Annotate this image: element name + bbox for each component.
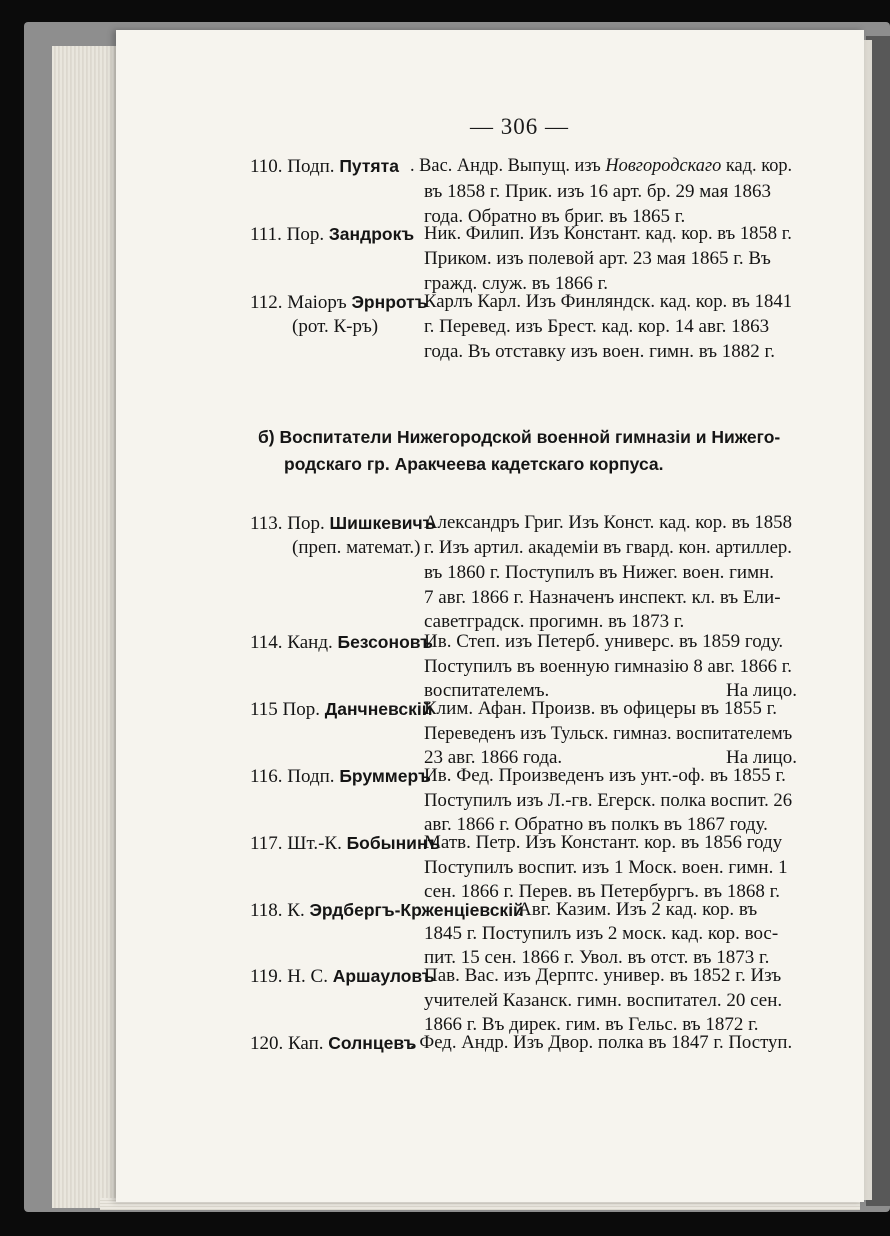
entry-text: въ 1858 г. Прик. изъ 16 арт. бр. 29 мая 1863 [424,181,772,202]
entry-number: 112. [250,292,283,313]
entry-text: въ 1860 г. Поступилъ въ Нижег. воен. гимн. [424,562,775,583]
entry-surname: Солнцевъ [328,1033,417,1053]
section-heading [258,424,798,478]
entry-text: кад. кор. [721,155,793,176]
entry-number: 110. [250,156,283,177]
status-note: На лицо. [726,747,797,768]
entry-rank: Шт.-К. [287,833,342,854]
entry-text: авг. 1866 г. Обратно въ полкъ въ 1867 году. [424,814,768,835]
entry-text: 23 авг. 1866 года. [424,747,563,768]
entry-text: 1845 г. Поступилъ изъ 2 моск. кад. кор. вос- [424,923,779,944]
entry-surname: Шишкевичъ [329,513,436,533]
entry-text: гражд. служ. въ 1866 г. [424,273,609,294]
entry-surname: Путята [339,156,399,176]
entry-number: 118. [250,900,283,921]
entry-text: Поступилъ въ военную гимназію 8 авг. 1866 г. [424,656,792,677]
entry-surname: Данчневскій [324,699,433,719]
entry-text: Ник. Филип. Изъ Констант. кад. кор. въ 1858 г. [424,223,792,244]
entry-surname: Аршауловъ [332,966,435,986]
entry-text: пит. 15 сен. 1866 г. Увол. въ отст. въ 1873 г. [424,947,770,968]
entry-text: Поступилъ воспит. изъ 1 Моск. воен. гимн. 1 [424,857,788,878]
entry-number: 111. [250,224,282,245]
section-heading-line: б) Воспитатели Нижегородской военной гимназіи и Нижего- [258,427,781,447]
entry-text: Пав. Вас. изъ Дерптс. универ. въ 1852 г. Изъ [424,965,782,986]
entry-text: Александръ Григ. Изъ Конст. кад. кор. въ 1858 [424,512,792,533]
entry-text: года. Обратно въ бриг. въ 1865 г. [424,206,686,227]
entry-surname: Эрнротъ [351,292,428,312]
entry-rank: Подп. [287,156,335,177]
section-heading-line: родскаго гр. Аракчеева кадетскаго корпуса. [284,454,664,474]
entry-rank: К. [287,900,305,921]
entry-text: сен. 1866 г. Перев. въ Петербургъ. въ 1868 г. [424,881,780,902]
entry-rank: Подп. [287,766,335,787]
entry-text-italic: Новгородскаго [605,155,722,176]
entry-number: 119. [250,966,283,987]
entry-rank: Пор. [287,513,325,534]
status-note: На лицо. [726,680,797,701]
entry-text: Карлъ Карл. Изъ Финляндск. кад. кор. въ 1841 [424,291,793,312]
entry-rank: Пор. [286,224,325,245]
entry-text: воспитателемъ. [424,680,550,701]
page-edge-stack [52,46,122,1208]
entry-text: . Фед. Андр. Изъ Двор. полка въ 1847 г. Поступ. [410,1032,793,1053]
entry-text: Клим. Афан. Произв. въ офицеры въ 1855 г. [424,698,778,719]
entry-surname: Эрдбергъ-Крженціевскій [309,900,524,920]
entry-number: 116. [250,766,283,787]
entry-surname: Зандрокъ [328,224,415,244]
entry-number: 120. [250,1033,284,1054]
entry-surname: Безсоновъ [337,632,433,652]
entry-text: г. Перевед. изъ Брест. кад. кор. 14 авг. 1863 [424,316,770,337]
entry-surname: Бруммеръ [339,766,431,786]
entry-surname: Бобынинъ [346,833,441,853]
entry-text: Ив. Степ. изъ Петерб. универс. въ 1859 году. [424,631,784,652]
entry-role: (преп. математ.) [292,537,421,558]
entry-number: 113. [250,513,283,534]
entry-text: Матв. Петр. Изъ Констант. кор. въ 1856 году [424,832,783,853]
entry-role: (рот. К-ръ) [292,316,379,337]
entry-number: 115 [250,699,278,720]
entry-rank: Пор. [282,699,321,720]
entry-rank: Н. С. [287,966,328,987]
entry-text: Авг. Казим. Изъ 2 кад. кор. въ [518,899,758,920]
entry-rank: Канд. [287,632,333,653]
entry-text: года. Въ отставку изъ воен. гимн. въ 1882 г. [424,341,775,362]
entry-text: саветградск. прогимн. въ 1873 г. [424,611,685,632]
page-number: — 306 — [470,114,569,139]
entry-text: 7 авг. 1866 г. Назначенъ инспект. кл. въ Ели- [424,587,781,608]
entry-rank: Кап. [288,1033,324,1054]
entry-text: учителей Казанск. гимн. воспитател. 20 сен. [424,990,783,1011]
entry-text: . Вас. Андр. Выпущ. изъ [410,155,606,176]
entry-number: 117. [250,833,283,854]
entry-text: Переведенъ изъ Тульск. гимназ. воспитателемъ [424,723,793,744]
entry-rank: Маіоръ [287,292,347,313]
entry-text: Приком. изъ полевой арт. 23 мая 1865 г. Въ [424,248,771,269]
entry-text: 1866 г. Въ дирек. гим. въ Гельс. въ 1872 г. [424,1014,759,1035]
entry-number: 114. [250,632,283,653]
entry-text: Поступилъ изъ Л.-гв. Егерск. полка воспит. 26 [424,790,793,811]
entry-text: г. Изъ артил. академіи въ гвард. кон. артиллер. [424,537,792,558]
entry-text: Ив. Фед. Произведенъ изъ унт.-оф. въ 1855 г. [424,765,786,786]
